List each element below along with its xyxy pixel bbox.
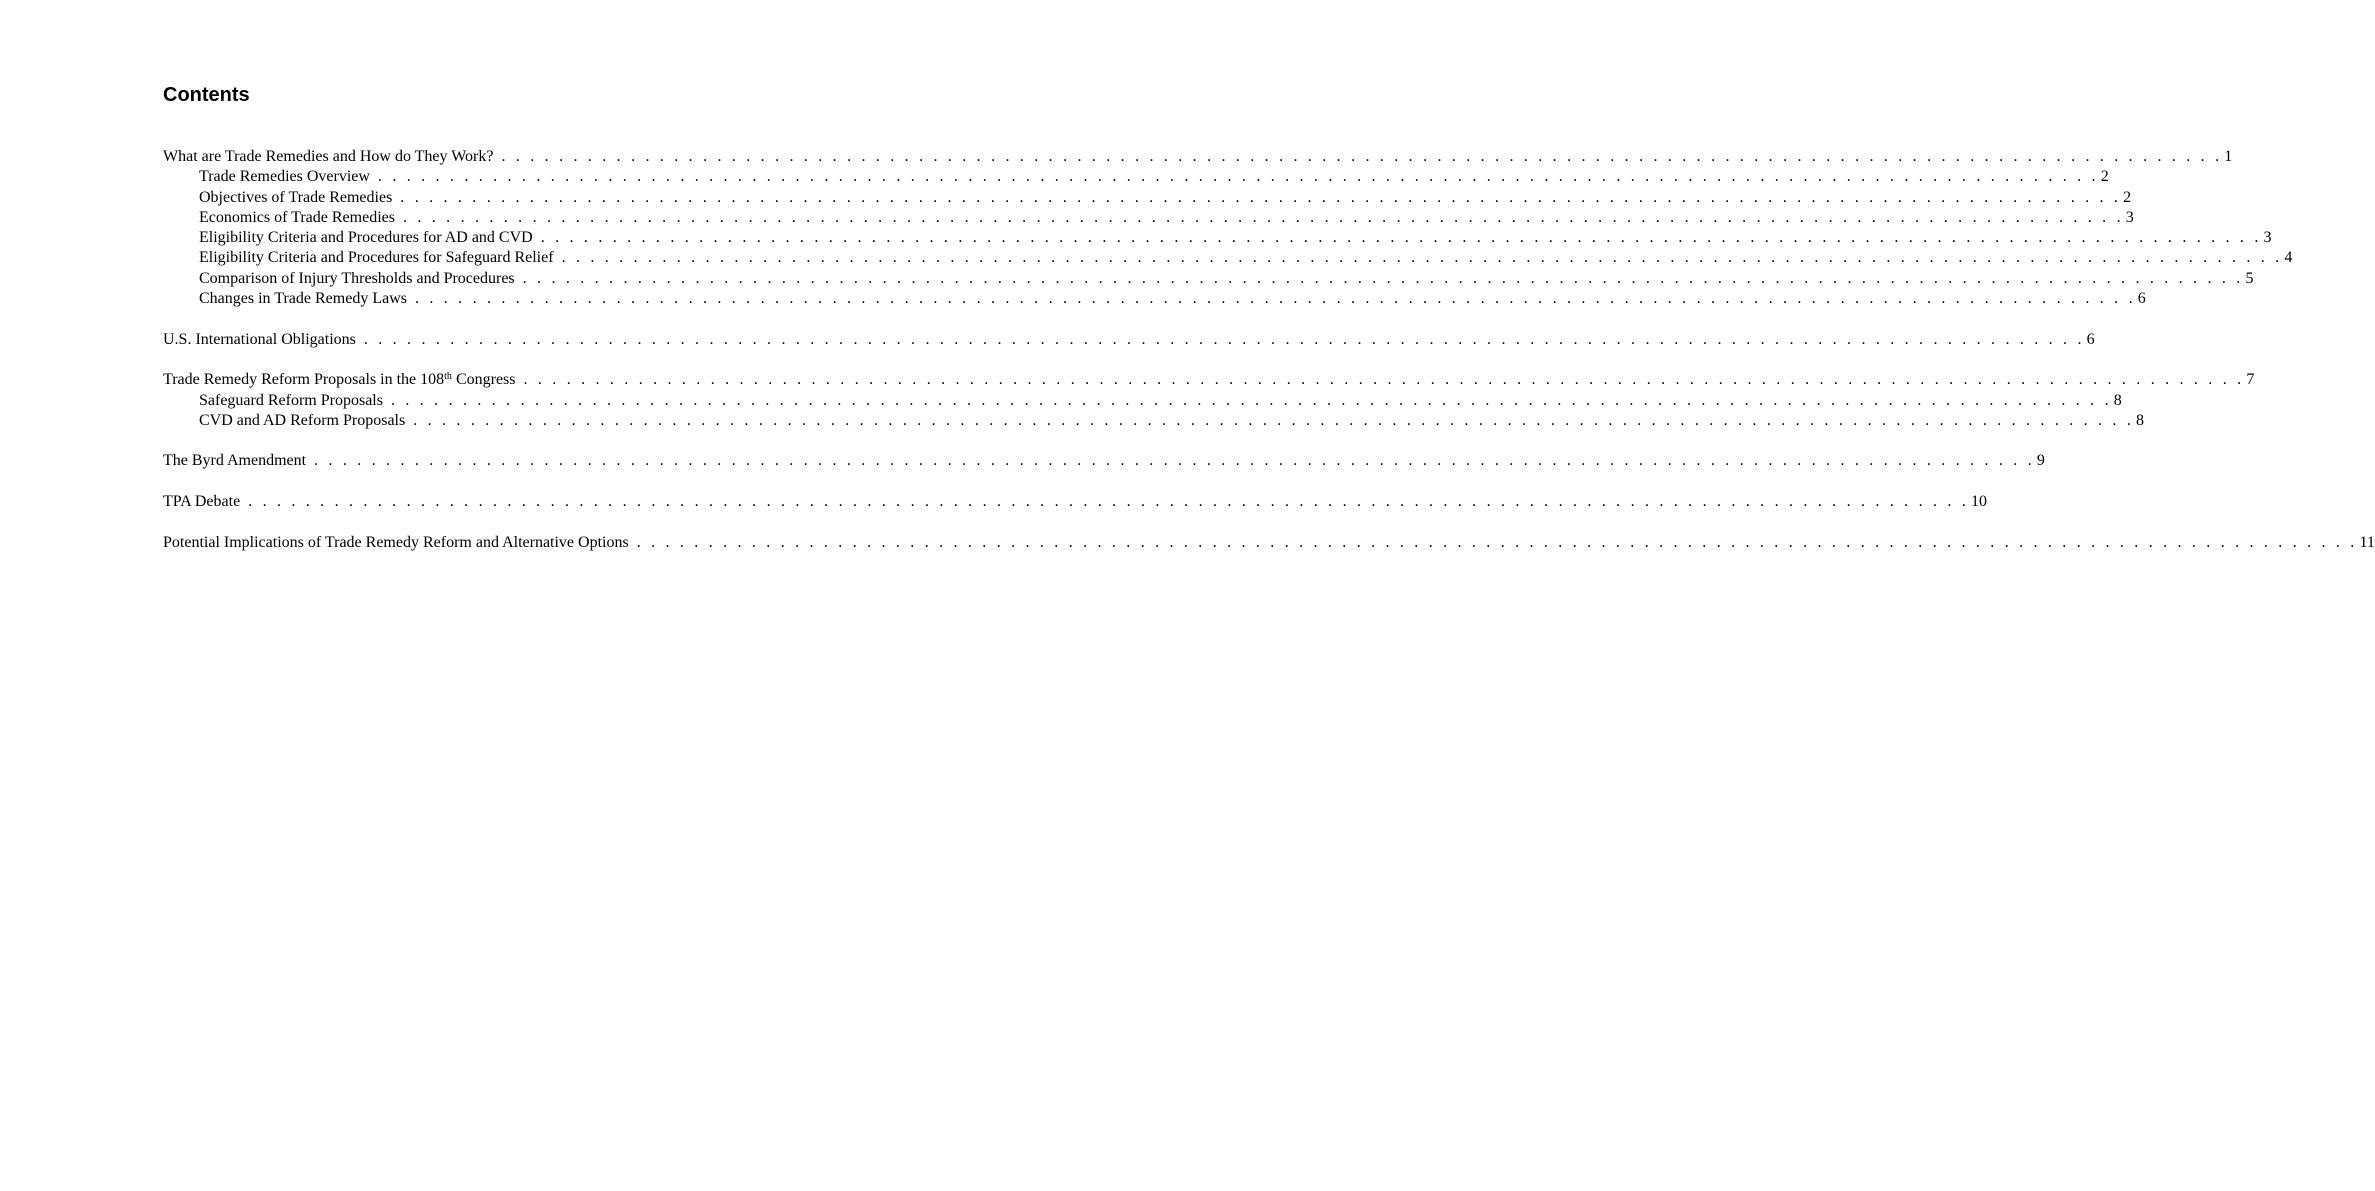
toc-entry-superscript: th [444, 371, 452, 383]
toc-entry[interactable] [163, 269, 2254, 289]
dot-leader: . . . . . . . . . . . . . . . . . . . . . . . . . . . . . . . . . . . . . . . . . . . . . . . . . . . . . . . . . . . . . . . . . . . . . . . . . . . . . . . . . . . . . . . . . . . . . . . . . . . . . . . . . . . . . . . . . . . . . . . . [314, 452, 2035, 470]
dot-leader: . . . . . . . . . . . . . . . . . . . . . . . . . . . . . . . . . . . . . . . . . . . . . . . . . . . . . . . . . . . . . . . . . . . . . . . . . . . . . . . . . . . . . . . . . . . . . . . . . . . . . . . . . . . . . . . . . . . . . . . . [540, 229, 2262, 247]
toc-entry-title [163, 370, 524, 390]
toc-entry-title-text: Changes in Trade Remedy Laws [199, 290, 407, 308]
toc-entry-title-suffix: Congress [451, 371, 516, 389]
toc-entry-title [199, 289, 415, 309]
toc-page-number: 3 [2125, 208, 2134, 226]
toc-entry-title [163, 492, 248, 512]
toc-entry-title [199, 269, 523, 289]
toc-entry[interactable] [163, 289, 2146, 309]
dot-leader: . . . . . . . . . . . . . . . . . . . . . . . . . . . . . . . . . . . . . . . . . . . . . . . . . . . . . . . . . . . . . . . . . . . . . . . . . . . . . . . . . . . . . . . . . . . . . . . . . . . . . . . . . . . . . . . . . . . . . . . . [363, 330, 2085, 348]
toc-entry[interactable] [163, 228, 2272, 248]
toc-page-number: 1 [2224, 148, 2233, 165]
toc-entry-title [163, 451, 314, 471]
toc-entry-title-text: The Byrd Amendment [163, 452, 307, 470]
toc-entry[interactable] [163, 391, 2122, 411]
toc-entry[interactable] [163, 147, 2233, 167]
toc-entry-title [199, 248, 562, 268]
toc-page-number: 11 [2359, 533, 2375, 551]
page-title: Contents [163, 84, 250, 106]
dot-leader: . . . . . . . . . . . . . . . . . . . . . . . . . . . . . . . . . . . . . . . . . . . . . . . . . . . . . . . . . . . . . . . . . . . . . . . . . . . . . . . . . . . . . . . . . . . . . . . . . . . . . . . . . . . . . . . . . . . . . . . . [400, 188, 2122, 206]
dot-leader: . . . . . . . . . . . . . . . . . . . . . . . . . . . . . . . . . . . . . . . . . . . . . . . . . . . . . . . . . . . . . . . . . . . . . . . . . . . . . . . . . . . . . . . . . . . . . . . . . . . . . . . . . . . . . . . . . . . . . . . . [413, 411, 2135, 429]
dot-leader: . . . . . . . . . . . . . . . . . . . . . . . . . . . . . . . . . . . . . . . . . . . . . . . . . . . . . . . . . . . . . . . . . . . . . . . . . . . . . . . . . . . . . . . . . . . . . . . . . . . . . . . . . . . . . . . . . . . . . . . . [402, 208, 2124, 226]
toc-entry-title-text: Potential Implications of Trade Remedy Reform and Alternative Options [163, 533, 629, 551]
toc-entry[interactable] [163, 167, 2109, 187]
toc-entry-title-text: TPA Debate [163, 493, 241, 511]
toc-entry[interactable] [163, 492, 1987, 512]
toc-page-number: 6 [2086, 330, 2095, 348]
dot-leader: . . . . . . . . . . . . . . . . . . . . . . . . . . . . . . . . . . . . . . . . . . . . . . . . . . . . . . . . . . . . . . . . . . . . . . . . . . . . . . . . . . . . . . . . . . . . . . . . . . . . . . . . . . . . . . . . . . . . . . . . [523, 371, 2245, 389]
toc-entry[interactable] [163, 248, 2293, 268]
toc-entry-title-text: Eligibility Criteria and Procedures for Safeguard Relief [199, 249, 554, 267]
toc-page-number: 8 [2113, 391, 2122, 409]
toc-entry-title-text: Objectives of Trade Remedies [199, 188, 393, 206]
dot-leader: . . . . . . . . . . . . . . . . . . . . . . . . . . . . . . . . . . . . . . . . . . . . . . . . . . . . . . . . . . . . . . . . . . . . . . . . . . . . . . . . . . . . . . . . . . . . . . . . . . . . . . . . . . . . . . . . . . . . . . . . [522, 269, 2244, 287]
toc-entry-title [199, 167, 378, 187]
toc-entry[interactable] [163, 188, 2132, 208]
toc-entry-title-text: Eligibility Criteria and Procedures for AD and CVD [199, 229, 533, 247]
toc-entry-title-text: Trade Remedy Reform Proposals in the 108 [163, 371, 445, 389]
toc-entry[interactable] [163, 330, 2095, 350]
toc-entry[interactable] [163, 533, 2375, 553]
toc-page-number: 2 [2123, 188, 2132, 206]
table-of-contents [163, 147, 2375, 553]
toc-entry-title [199, 411, 413, 431]
dot-leader: . . . . . . . . . . . . . . . . . . . . . . . . . . . . . . . . . . . . . . . . . . . . . . . . . . . . . . . . . . . . . . . . . . . . . . . . . . . . . . . . . . . . . . . . . . . . . . . . . . . . . . . . . . . . . . . . . . . . . . . . [561, 249, 2283, 267]
toc-entry-title [163, 533, 637, 553]
toc-entry-title-text: Economics of Trade Remedies [199, 208, 395, 226]
dot-leader: . . . . . . . . . . . . . . . . . . . . . . . . . . . . . . . . . . . . . . . . . . . . . . . . . . . . . . . . . . . . . . . . . . . . . . . . . . . . . . . . . . . . . . . . . . . . . . . . . . . . . . . . . . . . . . . . . . . . . . . . [377, 168, 2099, 186]
toc-entry[interactable] [163, 411, 2145, 431]
toc-page-number: 2 [2100, 168, 2109, 186]
toc-entry-title-text: U.S. International Obligations [163, 330, 356, 348]
dot-leader: . . . . . . . . . . . . . . . . . . . . . . . . . . . . . . . . . . . . . . . . . . . . . . . . . . . . . . . . . . . . . . . . . . . . . . . . . . . . . . . . . . . . . . . . . . . . . . . . . . . . . . . . . . . . . . . . . . . . . . . . [414, 290, 2136, 308]
toc-page-number: 4 [2284, 249, 2293, 267]
toc-entry[interactable] [163, 370, 2255, 390]
toc-entry-title-text: Safeguard Reform Proposals [199, 391, 383, 409]
toc-page-number: 7 [2246, 371, 2255, 389]
toc-entry-title [199, 228, 541, 248]
toc-entry-title-text: Comparison of Injury Thresholds and Procedures [199, 269, 515, 287]
toc-entry-title-text: CVD and AD Reform Proposals [199, 411, 406, 429]
toc-page-number: 6 [2137, 290, 2146, 308]
toc-entry-title [163, 330, 364, 350]
dot-leader: . . . . . . . . . . . . . . . . . . . . . . . . . . . . . . . . . . . . . . . . . . . . . . . . . . . . . . . . . . . . . . . . . . . . . . . . . . . . . . . . . . . . . . . . . . . . . . . . . . . . . . . . . . . . . . . . . . . . . . . . [390, 391, 2112, 409]
dot-leader: . . . . . . . . . . . . . . . . . . . . . . . . . . . . . . . . . . . . . . . . . . . . . . . . . . . . . . . . . . . . . . . . . . . . . . . . . . . . . . . . . . . . . . . . . . . . . . . . . . . . . . . . . . . . . . . . . . . . . . . . [248, 493, 1969, 511]
dot-leader: . . . . . . . . . . . . . . . . . . . . . . . . . . . . . . . . . . . . . . . . . . . . . . . . . . . . . . . . . . . . . . . . . . . . . . . . . . . . . . . . . . . . . . . . . . . . . . . . . . . . . . . . . . . . . . . . . . . . . . . . [636, 533, 2358, 551]
toc-page-number: 8 [2136, 411, 2145, 429]
toc-page-number: 9 [2036, 452, 2045, 470]
toc-page-number: 5 [2245, 269, 2254, 287]
dot-leader: . . . . . . . . . . . . . . . . . . . . . . . . . . . . . . . . . . . . . . . . . . . . . . . . . . . . . . . . . . . . . . . . . . . . . . . . . . . . . . . . . . . . . . . . . . . . . . . . . . . . . . . . . . . . . . . . . . . . . . . . [501, 148, 2223, 165]
toc-entry-title-text: Trade Remedies Overview [199, 168, 370, 186]
toc-entry-title-text: What are Trade Remedies and How do They Work? [163, 148, 494, 165]
toc-entry-title [199, 391, 391, 411]
toc-page-number: 3 [2263, 229, 2272, 247]
toc-entry-title [199, 208, 403, 228]
toc-entry-title [163, 147, 501, 167]
toc-entry-title [199, 188, 400, 208]
toc-entry[interactable] [163, 208, 2134, 228]
toc-page-number: 10 [1971, 493, 1987, 511]
toc-entry[interactable] [163, 451, 2045, 471]
